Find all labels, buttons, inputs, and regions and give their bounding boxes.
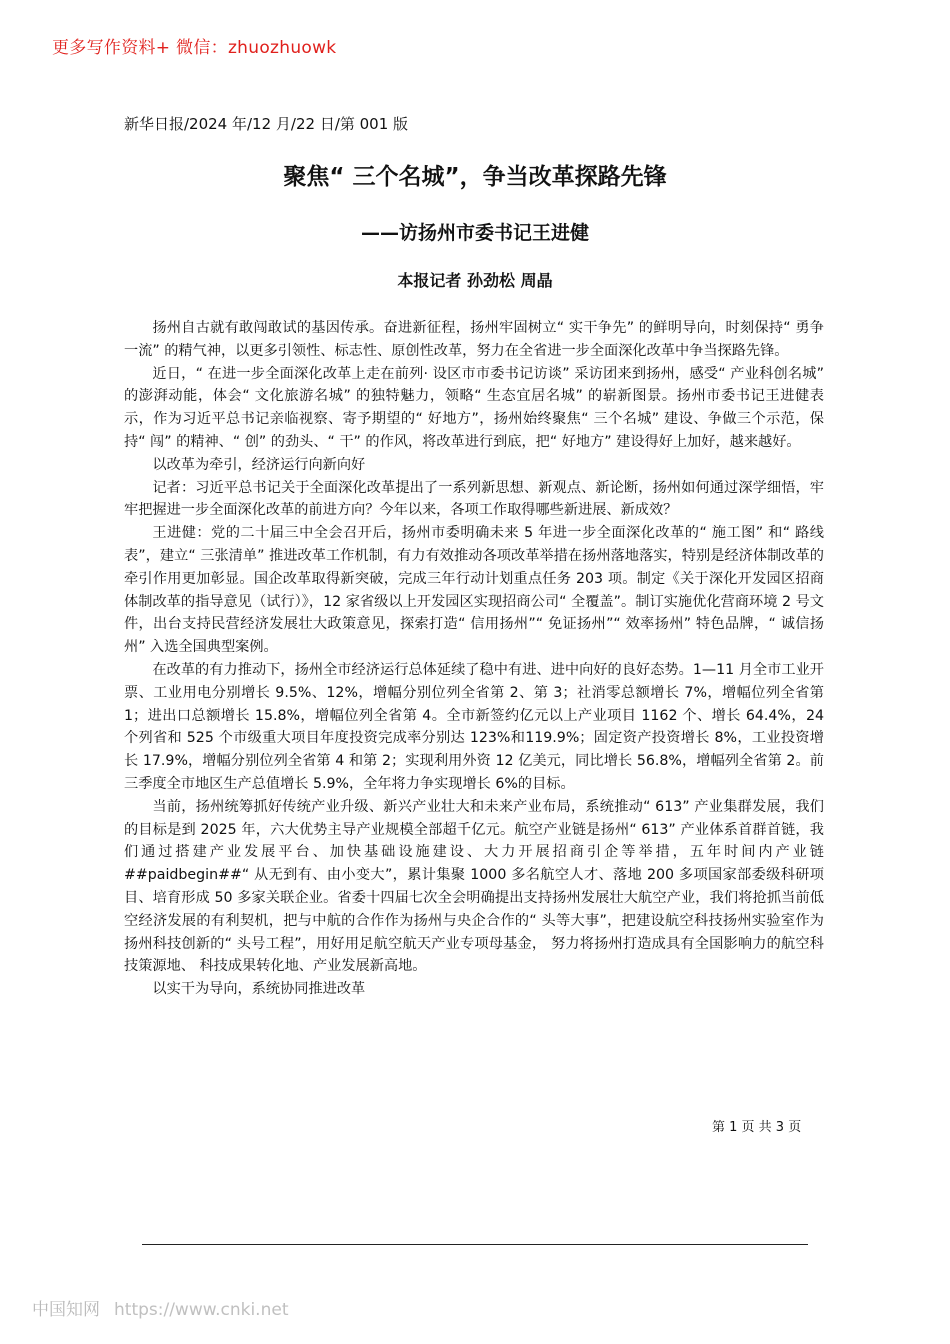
page-number: 第 1 页 共 3 页 [712,1120,802,1135]
body-paragraph: 近日，“ 在进一步全面深化改革上走在前列· 设区市市委书记访谈” 采访团来到扬州，感受“ 产业科创名城” 的澎湃动能，体会“ 文化旅游名城” 的独特魅力，领略“ 生态宜居名城” 的崭新图景。扬州市委书记王进健表示，作为习近平总书记亲临视察、寄予期望的“ 好地方”，扬州始终聚焦“ 三个名城” 建设、争做三个示范，保持“ 闯” 的精神、“ 创” 的劲头、“ 干” 的作风，将改革进行到底，把“ 好地方” 建设得好上加好，越来越好。 [124,365,824,450]
promo-banner[interactable]: 更多写作资料+ 微信：zhuozhuowk [52,38,337,58]
watermark-site: https://www.cnki.net [114,1300,289,1320]
cnki-watermark [32,1295,288,1320]
article-byline: 本报记者 孙劲松 周晶 [397,271,553,290]
watermark-brand: 中国知网 [32,1300,100,1320]
body-paragraph: 扬州自古就有敢闯敢试的基因传承。奋进新征程，扬州牢固树立“ 实干争先” 的鲜明导向，时刻保持“ 勇争一流” 的精气神，以更多引领性、标志性、原创性改革，努力在全省进一步全面深化改革中争当探路先锋。 [124,320,824,359]
publication-dateline: 新华日报/2024 年/12 月/22 日/第 001 版 [124,115,409,133]
body-paragraph: 当前，扬州统筹抓好传统产业升级、新兴产业壮大和未来产业布局，系统推动“ 613” 产业集群发展，我们的目标是到 2025 年，六大优势主导产业规模全部超千亿元。航空产业链是扬州“ 613” 产业体系首群首链，我们通过搭建产业发展平台、加快基础设施建设、大力开展招商引企等举措，五年时间内产业链##paidbegin##“ 从无到有、由小变大”，累计集聚 1000 多名航空人才、落地 200 多项国家部委级科研项目、培育形成 50 多家关联企业。省委十四届七次全会明确提出支持扬州发展壮大航空产业，我们将抢抓当前低空经济发展的有利契机，把与中航的合作作为扬州与央企合作的“ 头等大事”，把建设航空科技扬州实验室作为扬州科技创新的“ 头号工程”，用好用足航空航天产业专项母基金， 努力将扬州打造成具有全国影响力的航空科技策源地、 科技成果转化地、产业发展新高地。 [124,798,824,975]
footer-divider [142,1244,808,1245]
article-subtitle: ——访扬州市委书记王进健 [360,222,589,244]
section-heading: 以改革为牵引，经济运行向新向好 [152,456,366,473]
article-body [124,317,824,1001]
article-title: 聚焦“ 三个名城”，争当改革探路先锋 [283,164,667,190]
interview-answer: 王进健：党的二十届三中全会召开后，扬州市委明确未来 5 年进一步全面深化改革的“ 施工图” 和“ 路线表”，建立“ 三张清单” 推进改革工作机制，有力有效推动各项改革举措在扬州落地落实，特别是经济体制改革的牵引作用更加彰显。国企改革取得新突破，完成三年行动计划重点任务 203 项。制定《关于深化开发园区招商体制改革的指导意见（试行）》，12 家省级以上开发园区实现招商公司“ 全覆盖”。制订实施优化营商环境 2 号文件，出台支持民营经济发展壮大政策意见，探索打造“ 信用扬州”“ 免证扬州”“ 效率扬州” 特色品牌，“ 诚信扬州” 入选全国典型案例。 [124,525,824,656]
body-paragraph: 在改革的有力推动下，扬州全市经济运行总体延续了稳中有进、进中向好的良好态势。1—11 月全市工业开票、工业用电分别增长 9.5%、12%，增幅分别位列全省第 2、第 3；社消零总额增长 7%，增幅位列全省第 1；进出口总额增长 15.8%，增幅位列全省第 4。全市新签约亿元以上产业项目 1162 个、增长 64.4%，24 个列省和 525 个市级重大项目年度投资完成率分别达 123%和119.9%；固定资产投资增长 8%，工业投资增长 17.9%，增幅分别位列全省第 4 和第 2；实现利用外资 12 亿美元，同比增长 56.8%，增幅列全省第 2。前三季度全市地区生产总值增长 5.9%，全年将力争实现增长 6%的目标。 [124,661,824,792]
section-heading: 以实干为导向，系统协同推进改革 [152,981,366,998]
interview-question: 记者：习近平总书记关于全面深化改革提出了一系列新思想、新观点、新论断，扬州如何通过深学细悟，牢牢把握进一步全面深化改革的前进方向？今年以来，各项工作取得哪些新进展、新成效？ [124,479,824,519]
